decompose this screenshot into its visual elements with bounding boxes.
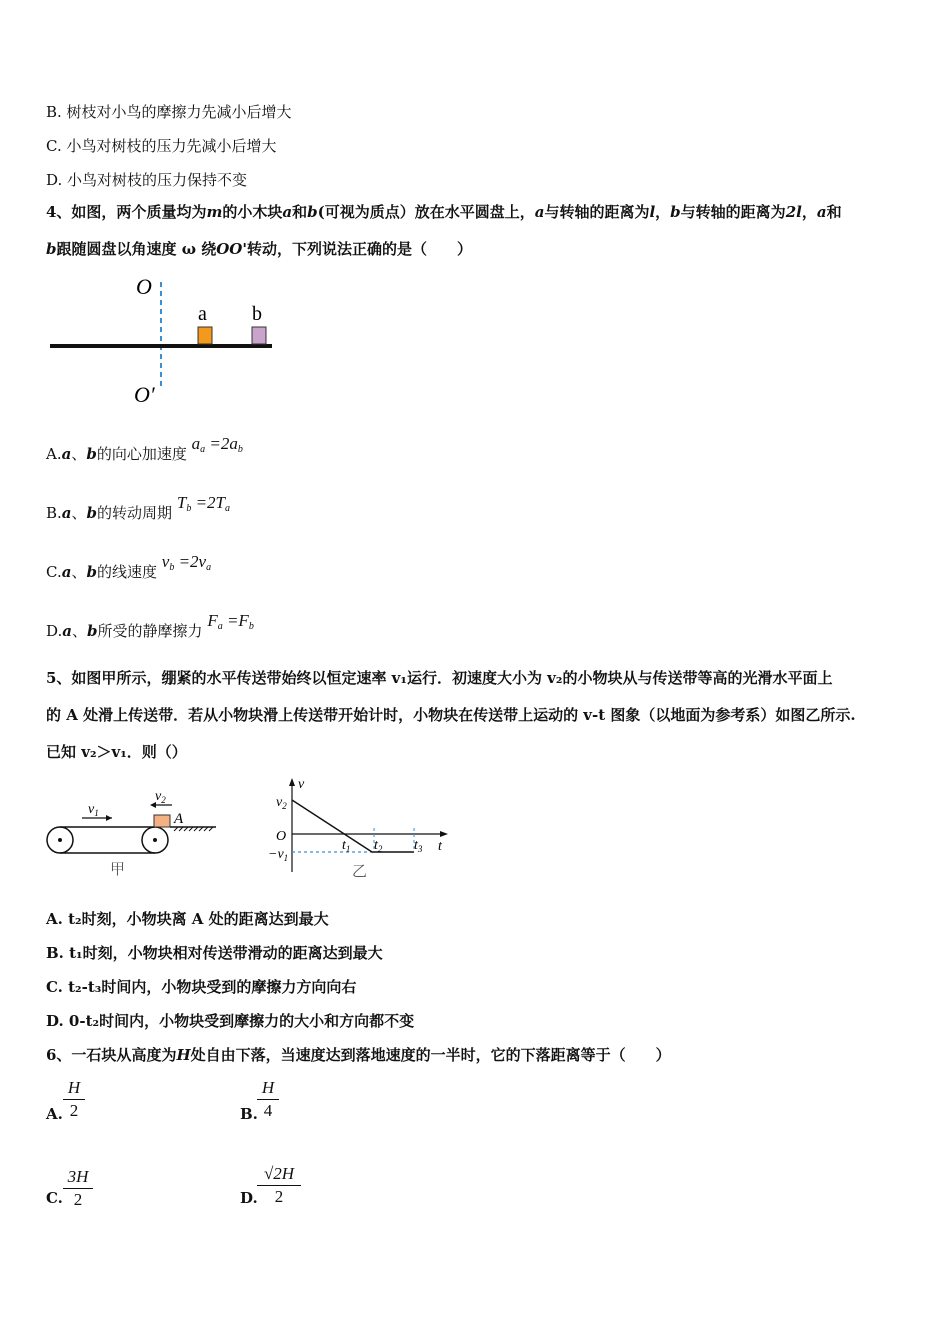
q5-stem-line2: 的 A 处滑上传送带．若从小物块滑上传送带开始计时，小物块在传送带上运动的 v-t 图象（以地面为参考系）如图乙所示.: [46, 706, 856, 724]
t2-tick-label: $t_2$: [374, 838, 383, 854]
q3-option-b: B. 树枝对小鸟的摩擦力先减小后增大: [46, 103, 292, 121]
v-axis-label: v: [298, 777, 305, 792]
block-b: [252, 327, 266, 344]
block-b-label: b: [252, 303, 262, 325]
q5-option-c: C. t₂-t₃时间内，小物块受到的摩擦力方向向右: [46, 978, 357, 996]
q4-option-b: B.a、b的转动周期 $T_b =2T_a$: [46, 493, 230, 522]
point-a-label: A: [174, 811, 184, 827]
q6-option-c-fraction: 3H 2: [63, 1167, 93, 1210]
formula-c: $v_b =2v_a$: [161, 552, 212, 573]
block-a: [154, 815, 170, 827]
formula-b: $T_b =2T_a$: [176, 493, 230, 514]
v1-label: $v_1$: [88, 802, 99, 818]
q3-option-c: C. 小鸟对树枝的压力先减小后增大: [46, 137, 277, 155]
q6-option-d-label: D.: [240, 1189, 258, 1207]
neg-v1-tick-label: $-v_1$: [268, 847, 289, 863]
conveyor-figure: [40, 780, 230, 880]
t-axis-label: t: [438, 839, 442, 854]
q3-option-d: D. 小鸟对树枝的压力保持不变: [46, 171, 248, 189]
q6-option-b-fraction: H 4: [257, 1078, 279, 1121]
q6-option-b-label: B.: [240, 1105, 258, 1123]
v2-tick-label: $v_2$: [276, 795, 287, 811]
vt-graph: [262, 772, 462, 882]
q6-option-d-fraction: √2H 2: [257, 1164, 301, 1207]
q5-stem-line3: 已知 v₂＞v₁．则（）: [46, 743, 187, 761]
q5-stem-line1: 5、如图甲所示，绷紧的水平传送带始终以恒定速率 v₁运行．初速度大小为 v₂的小物块从与传送带等高的光滑水平面上: [46, 669, 833, 687]
formula-d: $F_a =F_b$: [207, 611, 254, 632]
t3-tick-label: $t_3$: [414, 838, 423, 854]
figure-caption-jia: 甲: [110, 862, 126, 878]
block-a-label: a: [198, 303, 207, 325]
q4-stem-line2: b跟随圆盘以角速度 ω 绕OO'转动，下列说法正确的是（ ）: [46, 240, 472, 258]
q4-option-a: A.a、b的向心加速度 $a_a =2a_b$: [46, 434, 243, 463]
axis-label-o-prime: O′: [134, 382, 155, 407]
figure-caption-yi: 乙: [352, 864, 368, 880]
t1-tick-label: $t_1$: [342, 838, 351, 854]
q6-option-a-fraction: H 2: [63, 1078, 85, 1121]
q6-option-a-label: A.: [46, 1105, 63, 1123]
q6-option-c-label: C.: [46, 1189, 63, 1207]
q6-stem: 6、一石块从高度为H处自由下落，当速度达到落地速度的一半时，它的下落距离等于（ ）: [46, 1046, 671, 1064]
v2-label: $v_2$: [155, 789, 166, 805]
q5-option-d: D. 0-t₂时间内，小物块受到摩擦力的大小和方向都不变: [46, 1012, 415, 1030]
velocity-curve: [292, 800, 414, 852]
q4-disc-figure: [40, 268, 290, 413]
formula-a: $a_a =2a_b$: [191, 434, 243, 455]
q4-stem-line1: 4、如图，两个质量均为m的小木块a和b(可视为质点）放在水平圆盘上，a与转轴的距离为l，b与转轴的距离为2l，a和: [46, 203, 842, 221]
axis-label-o: O: [136, 274, 152, 299]
q4-option-d: D.a、b所受的静摩擦力 $F_a =F_b$: [46, 611, 254, 640]
q4-option-c: C.a、b的线速度 $v_b =2v_a$: [46, 552, 212, 581]
q5-option-a: A. t₂时刻，小物块离 A 处的距离达到最大: [46, 910, 329, 928]
block-a: [198, 327, 212, 344]
q5-option-b: B. t₁时刻，小物块相对传送带滑动的距离达到最大: [46, 944, 383, 962]
origin-label: O: [276, 829, 287, 844]
